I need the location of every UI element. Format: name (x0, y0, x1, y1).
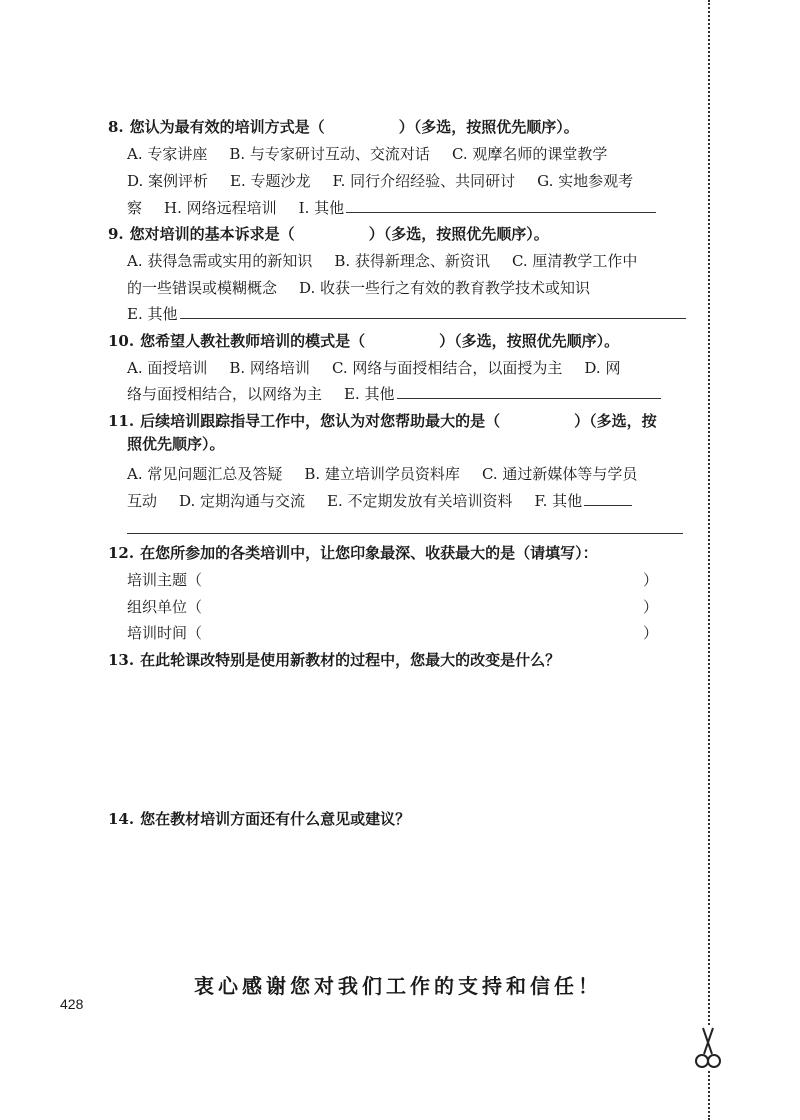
question-number: 13. (108, 651, 135, 669)
q8-options-row-2 (127, 171, 633, 191)
question-8 (108, 117, 579, 137)
field-close-paren: ） (643, 598, 659, 616)
option: E. 其他 (127, 305, 178, 323)
question-number: 8. (108, 118, 124, 136)
question-11-continued (127, 434, 225, 454)
question-13 (108, 650, 560, 670)
q8-options-row-1 (127, 144, 607, 164)
q10-options-row-1 (127, 358, 620, 378)
cut-line (708, 0, 710, 1120)
option: C. 通过新媒体等与学员 (481, 465, 638, 483)
question-12 (108, 543, 598, 563)
question-14 (108, 809, 410, 829)
question-number: 10. (108, 332, 135, 350)
question-prompt: 您希望人教社教师培训的模式是（ (140, 332, 366, 350)
option: C. 网络与面授相结合，以面授为主 (331, 359, 563, 377)
other-blank[interactable] (180, 304, 686, 319)
q9-options-row-2 (127, 278, 590, 298)
page-number: 428 (60, 996, 84, 1012)
option: A. 面授培训 (127, 359, 208, 377)
question-prompt: 您在教材培训方面还有什么意见或建议？ (140, 810, 411, 828)
other-blank[interactable] (397, 384, 661, 399)
question-suffix: ）（多选，按照优先顺序）。 (368, 225, 549, 243)
question-prompt: 在此轮课改特别是使用新教材的过程中，您最大的改变是什么？ (140, 651, 561, 669)
option: C. 厘清教学工作中 (511, 252, 638, 270)
field-close-paren: ） (643, 624, 659, 642)
option-continuation: 察 (127, 199, 143, 217)
question-suffix: ）（多选，按照优先顺序）。 (439, 332, 620, 350)
question-suffix: ）（多选，按 (574, 412, 657, 430)
answer-line[interactable] (127, 533, 683, 534)
option: D. 定期沟通与交流 (179, 492, 306, 510)
option: H. 网络远程培训 (164, 199, 277, 217)
field-close-paren: ） (643, 571, 659, 589)
scissors-icon (694, 1026, 722, 1070)
field-label: 组织单位（ (127, 598, 203, 616)
question-number: 14. (108, 810, 135, 828)
question-prompt: 您认为最有效的培训方式是（ (129, 118, 325, 136)
question-number: 12. (108, 544, 135, 562)
option: C. 观摩名师的课堂教学 (451, 145, 608, 163)
closing-message: 衷心感谢您对我们工作的支持和信任！ (194, 974, 602, 998)
q13-answer-area[interactable] (127, 680, 683, 800)
question-10 (108, 331, 619, 351)
question-prompt: 在您所参加的各类培训中，让您印象最深、收获最大的是（请填写）： (140, 544, 598, 562)
question-prompt: 后续培训跟踪指导工作中，您认为对您帮助最大的是（ (140, 412, 501, 430)
q12-field-time[interactable] (127, 623, 659, 643)
option: G. 实地参观考 (537, 172, 634, 190)
option: F. 其他 (534, 492, 583, 510)
q9-options-row-1 (127, 251, 637, 271)
option: B. 网络培训 (229, 359, 310, 377)
option: D. 案例评析 (127, 172, 209, 190)
q14-answer-area[interactable] (127, 840, 683, 950)
option: B. 建立培训学员资料库 (304, 465, 460, 483)
question-number: 11. (108, 412, 135, 430)
option: B. 与专家研讨互动、交流对话 (229, 145, 430, 163)
option: A. 获得急需或实用的新知识 (127, 252, 313, 270)
option: D. 网 (584, 359, 621, 377)
option: I. 其他 (298, 199, 345, 217)
question-9 (108, 224, 549, 244)
question-prompt-continuation: 照优先顺序）。 (127, 435, 225, 453)
field-label: 培训主题（ (127, 571, 203, 589)
option: E. 其他 (344, 385, 395, 403)
option-continuation: 互动 (127, 492, 158, 510)
option: E. 专题沙龙 (230, 172, 311, 190)
q12-field-topic[interactable] (127, 570, 659, 590)
q9-options-row-3 (127, 304, 686, 324)
q8-options-row-3 (127, 198, 656, 218)
option: D. 收获一些行之有效的教育教学技术或知识 (299, 279, 591, 297)
q11-options-row-2 (127, 491, 632, 511)
option: A. 专家讲座 (127, 145, 208, 163)
q11-options-row-1 (127, 464, 637, 484)
option: B. 获得新理念、新资讯 (334, 252, 490, 270)
question-prompt: 您对培训的基本诉求是（ (129, 225, 295, 243)
question-number: 9. (108, 225, 124, 243)
other-blank[interactable] (584, 491, 632, 506)
option: A. 常见问题汇总及答疑 (127, 465, 283, 483)
q10-options-row-2 (127, 384, 661, 404)
option: E. 不定期发放有关培训资料 (327, 492, 513, 510)
q12-field-organizer[interactable] (127, 597, 659, 617)
question-suffix: ）（多选，按照优先顺序）。 (398, 118, 579, 136)
other-blank[interactable] (346, 198, 656, 213)
question-11 (108, 411, 657, 431)
field-label: 培训时间（ (127, 624, 203, 642)
option-continuation: 络与面授相结合，以网络为主 (127, 385, 323, 403)
option: F. 同行介绍经验、共同研讨 (332, 172, 516, 190)
option-continuation: 的一些错误或模糊概念 (127, 279, 278, 297)
